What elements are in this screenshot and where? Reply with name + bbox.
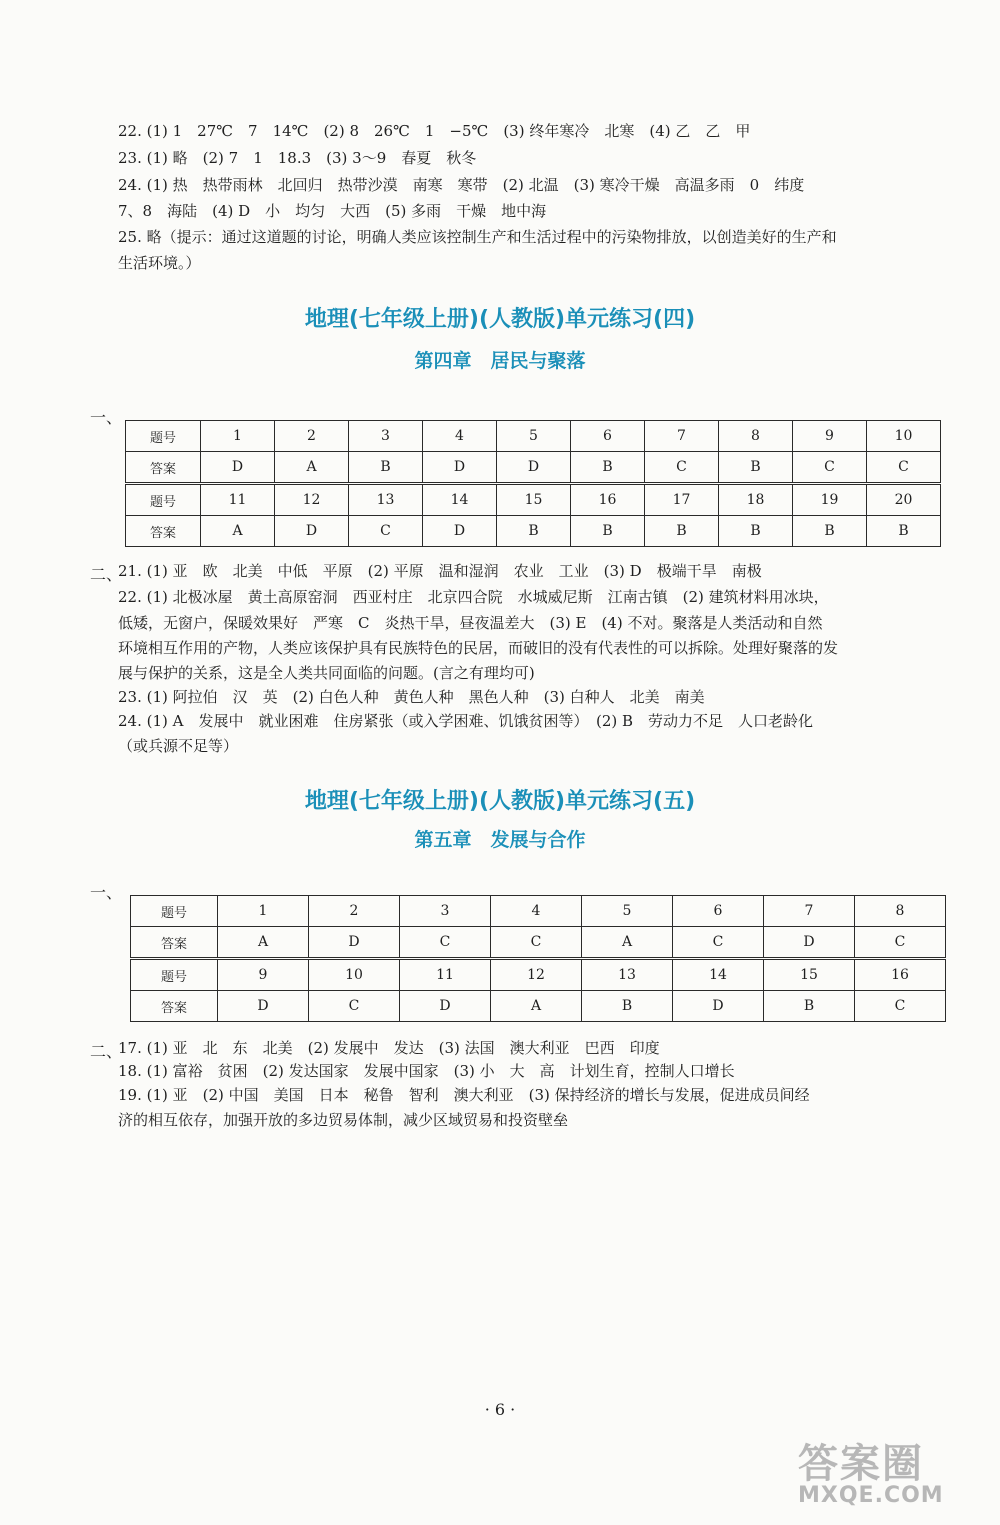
answer-line: 济的相互依存，加强开放的多边贸易体制，减少区域贸易和投资壁垒 xyxy=(118,1111,569,1129)
row-label: 题号 xyxy=(131,896,218,927)
table-cell: A xyxy=(218,927,309,959)
table-cell: 6 xyxy=(673,896,764,927)
table-cell: 2 xyxy=(309,896,400,927)
table-cell: 11 xyxy=(400,959,491,991)
table-cell: C xyxy=(855,927,946,959)
watermark-logo xyxy=(798,1432,944,1508)
table-cell: 5 xyxy=(497,421,571,452)
table-cell: 4 xyxy=(423,421,497,452)
answer-line: 22. (1) 1 27℃ 7 14℃ (2) 8 26℃ 1 −5℃ (3) 终年寒冷 北寒 (4) 乙 乙 甲 xyxy=(118,122,751,140)
table-cell: 7 xyxy=(764,896,855,927)
table-cell: C xyxy=(400,927,491,959)
answer-line: 21. (1) 亚 欧 北美 中低 平原 (2) 平原 温和湿润 农业 工业 (3) D 极端干旱 南极 xyxy=(118,562,762,580)
answer-line: 7、8 海陆 (4) D 小 均匀 大西 (5) 多雨 干燥 地中海 xyxy=(118,202,547,220)
table-cell: 19 xyxy=(793,484,867,516)
table-cell: D xyxy=(201,452,275,484)
table-cell: D xyxy=(764,927,855,959)
answer-line: 17. (1) 亚 北 东 北美 (2) 发展中 发达 (3) 法国 澳大利亚 巴西 印度 xyxy=(118,1039,660,1057)
table-cell: D xyxy=(423,452,497,484)
table-cell: D xyxy=(400,991,491,1022)
table-cell: 9 xyxy=(218,959,309,991)
table-cell: B xyxy=(719,516,793,547)
table-cell: B xyxy=(571,516,645,547)
answer-line: 24. (1) A 发展中 就业困难 住房紧张（或入学困难、饥饿贫困等） (2) B 劳动力不足 人口老龄化 xyxy=(118,712,814,730)
answer-line: 24. (1) 热 热带雨林 北回归 热带沙漠 南寒 寒带 (2) 北温 (3) 寒冷干燥 高温多雨 0 纬度 xyxy=(118,176,805,194)
answer-line: 23. (1) 阿拉伯 汉 英 (2) 白色人种 黄色人种 黑色人种 (3) 白种人 北美 南美 xyxy=(118,688,705,706)
unit5-chapter: 第五章 发展与合作 xyxy=(414,829,586,851)
table-cell: 9 xyxy=(793,421,867,452)
answer-line: 22. (1) 北极冰屋 黄土高原窑洞 西亚村庄 北京四合院 水城威尼斯 江南古镇 (2) 建筑材料用冰块， xyxy=(118,588,829,606)
table-row xyxy=(131,959,946,991)
answer-line: 23. (1) 略 (2) 7 1 18.3 (3) 3～9 春夏 秋冬 xyxy=(118,149,477,167)
table-cell: C xyxy=(349,516,423,547)
watermark-text: 答案圈 xyxy=(798,1441,924,1487)
table-cell: 10 xyxy=(309,959,400,991)
unit5-answer-table xyxy=(130,895,946,1022)
table-cell: C xyxy=(855,991,946,1022)
answer-line: （或兵源不足等） xyxy=(118,737,239,755)
table-cell: 3 xyxy=(400,896,491,927)
unit5-section2-mark: 二、 xyxy=(90,1042,123,1061)
row-label: 题号 xyxy=(126,421,201,452)
row-label: 答案 xyxy=(126,516,201,547)
table-cell: B xyxy=(497,516,571,547)
table-cell: 2 xyxy=(275,421,349,452)
answer-line: 18. (1) 富裕 贫困 (2) 发达国家 发展中国家 (3) 小 大 高 计划生育，控制人口增长 xyxy=(118,1062,735,1080)
unit4-answer-table xyxy=(125,420,941,547)
table-cell: 15 xyxy=(497,484,571,516)
table-cell: B xyxy=(764,991,855,1022)
table-cell: C xyxy=(793,452,867,484)
row-label: 题号 xyxy=(126,484,201,516)
table-cell: 6 xyxy=(571,421,645,452)
table-cell: B xyxy=(571,452,645,484)
row-label: 答案 xyxy=(131,991,218,1022)
answer-line: 低矮，无窗户，保暖效果好 严寒 C 炎热干旱，昼夜温差大 (3) E (4) 不对。聚落是人类活动和自然 xyxy=(118,614,823,632)
table-cell: C xyxy=(645,452,719,484)
table-cell: 8 xyxy=(855,896,946,927)
table-cell: A xyxy=(201,516,275,547)
table-cell: D xyxy=(309,927,400,959)
unit4-title: 地理(七年级上册)(人教版)单元练习(四) xyxy=(304,307,696,332)
table-cell: 1 xyxy=(201,421,275,452)
page-number: · 6 · xyxy=(484,1400,516,1419)
table-cell: 13 xyxy=(349,484,423,516)
table-cell: 3 xyxy=(349,421,423,452)
table-cell: 10 xyxy=(867,421,941,452)
table-cell: 15 xyxy=(764,959,855,991)
table-cell: B xyxy=(719,452,793,484)
row-label: 题号 xyxy=(131,959,218,991)
table-cell: B xyxy=(793,516,867,547)
table-cell: B xyxy=(645,516,719,547)
table-cell: 12 xyxy=(491,959,582,991)
table-cell: B xyxy=(349,452,423,484)
table-cell: 7 xyxy=(645,421,719,452)
table-cell: 14 xyxy=(423,484,497,516)
table-cell: 20 xyxy=(867,484,941,516)
table-row xyxy=(131,991,946,1022)
table-row xyxy=(131,896,946,927)
table-cell: 1 xyxy=(218,896,309,927)
table-cell: 11 xyxy=(201,484,275,516)
answer-line: 展与保护的关系，这是全人类共同面临的问题。(言之有理均可) xyxy=(118,664,535,682)
unit4-section2-mark: 二、 xyxy=(90,565,123,584)
table-cell: 16 xyxy=(855,959,946,991)
table-cell: A xyxy=(275,452,349,484)
table-row xyxy=(126,484,941,516)
table-cell: D xyxy=(423,516,497,547)
table-cell: 12 xyxy=(275,484,349,516)
table-cell: 4 xyxy=(491,896,582,927)
table-cell: C xyxy=(491,927,582,959)
table-cell: D xyxy=(218,991,309,1022)
table-cell: A xyxy=(491,991,582,1022)
unit4-section1-mark: 一、 xyxy=(90,408,123,427)
table-cell: 17 xyxy=(645,484,719,516)
table-cell: 5 xyxy=(582,896,673,927)
table-cell: C xyxy=(309,991,400,1022)
table-cell: 13 xyxy=(582,959,673,991)
table-cell: C xyxy=(673,927,764,959)
table-row xyxy=(126,516,941,547)
table-cell: B xyxy=(582,991,673,1022)
answer-line: 生活环境。） xyxy=(118,254,201,272)
answer-line: 19. (1) 亚 (2) 中国 美国 日本 秘鲁 智利 澳大利亚 (3) 保持经济的增长与发展，促进成员间经 xyxy=(118,1086,810,1104)
answer-line: 25. 略（提示：通过这道题的讨论，明确人类应该控制生产和生活过程中的污染物排放，以创造美好的生产和 xyxy=(118,228,837,246)
watermark-url: MXQE.COM xyxy=(798,1483,944,1508)
row-label: 答案 xyxy=(126,452,201,484)
table-cell: C xyxy=(867,452,941,484)
unit5-title: 地理(七年级上册)(人教版)单元练习(五) xyxy=(304,789,696,814)
table-cell: D xyxy=(497,452,571,484)
table-cell: 16 xyxy=(571,484,645,516)
table-row xyxy=(131,927,946,959)
table-cell: B xyxy=(867,516,941,547)
table-cell: D xyxy=(275,516,349,547)
table-cell: 18 xyxy=(719,484,793,516)
table-row xyxy=(126,421,941,452)
table-cell: 8 xyxy=(719,421,793,452)
table-cell: 14 xyxy=(673,959,764,991)
table-cell: A xyxy=(582,927,673,959)
table-row xyxy=(126,452,941,484)
answer-line: 环境相互作用的产物，人类应该保护具有民族特色的民居，而破旧的没有代表性的可以拆除。处理好聚落的发 xyxy=(118,639,839,657)
table-cell: D xyxy=(673,991,764,1022)
row-label: 答案 xyxy=(131,927,218,959)
unit4-chapter: 第四章 居民与聚落 xyxy=(414,350,586,372)
unit5-section1-mark: 一、 xyxy=(90,883,123,902)
